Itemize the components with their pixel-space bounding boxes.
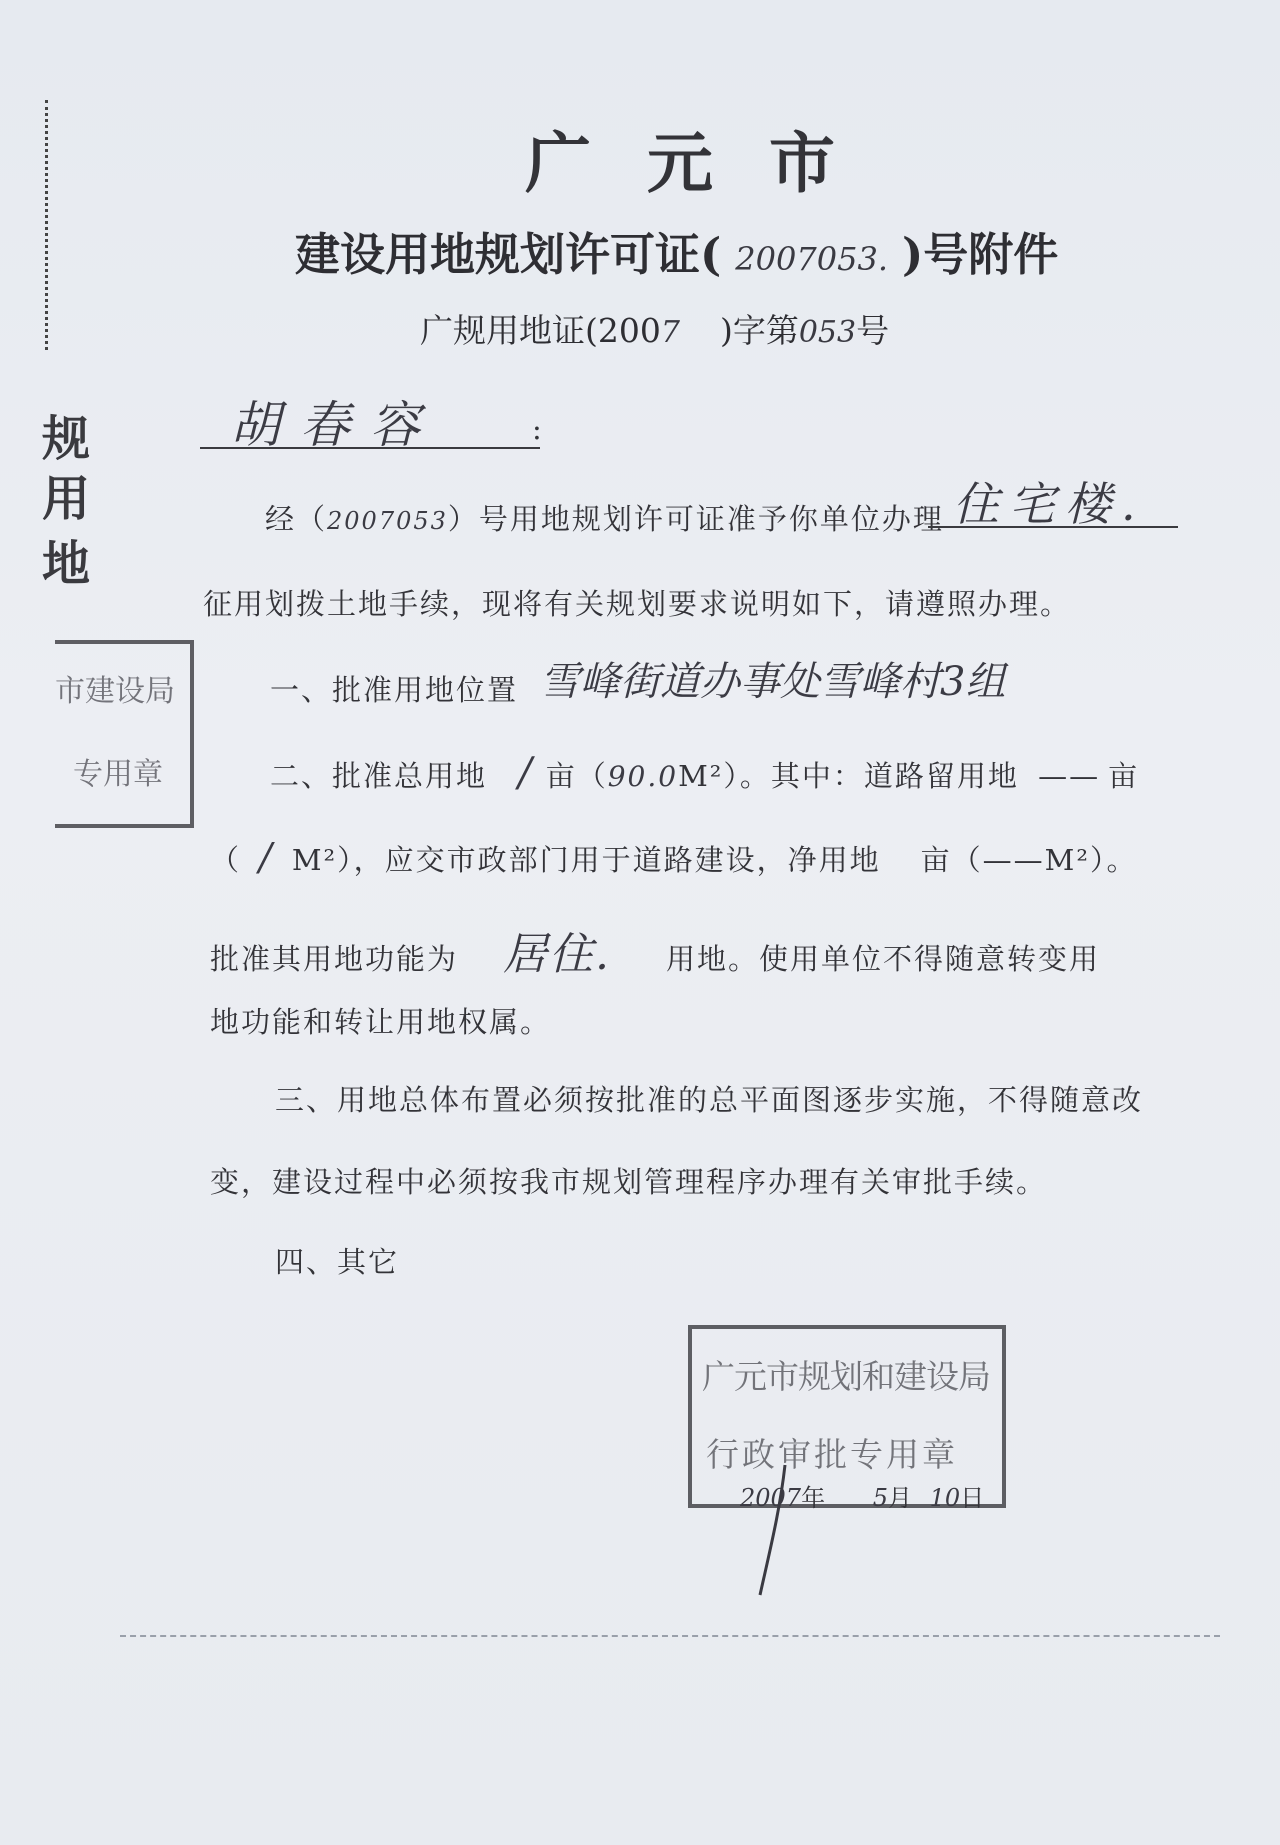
date-year-unit: 年: [801, 1484, 826, 1512]
item2-line3-prefix: 批准其用地功能为: [210, 942, 459, 976]
left-partial-stamp: [55, 640, 194, 828]
title-handwritten-number: 2007053.: [735, 240, 888, 278]
item2-function-value: 居住.: [503, 929, 612, 980]
left-stamp-line2: 专用章: [73, 757, 163, 792]
item2-road-unit: 亩: [1108, 759, 1140, 793]
intro-permit-number: 2007053: [327, 507, 448, 535]
item2-road-value: ——: [1038, 759, 1101, 793]
intro-line-1: [265, 497, 944, 538]
item2-mu-unit: 亩（: [545, 759, 608, 793]
item2-line3-suffix: 用地。使用单位不得随意转变用: [666, 942, 1101, 976]
item2-line2-open: （: [210, 843, 242, 877]
cert-prefix: 广规用地证(200: [420, 311, 661, 350]
stamp-line2: 行政审批专用章: [706, 1435, 958, 1474]
intro-middle: ）号用地规划许可证准予你单位办理: [447, 502, 944, 536]
date-month: 5: [872, 1484, 888, 1512]
intro-project: 住宅楼.: [953, 477, 1146, 531]
cert-suffix: 号: [856, 311, 890, 350]
stamp-line1: 广元市规划和建设局: [702, 1357, 990, 1396]
recipient-line: [200, 385, 540, 454]
bottom-divider: [120, 1635, 1220, 1637]
item2-mu-value: /: [518, 750, 534, 796]
item2-line-4: 地功能和转让用地权属。: [210, 1005, 552, 1039]
document-title: [295, 218, 1058, 283]
item4-label: 四、其它: [275, 1245, 400, 1279]
cert-year-digit: 7: [660, 315, 680, 350]
item2-line-2: [210, 835, 1137, 879]
pen-stroke: [740, 1460, 800, 1600]
cert-mid: )字第: [719, 311, 799, 350]
margin-dotted-line: [45, 100, 48, 350]
left-stamp-line1: 市建设局: [55, 674, 175, 709]
city-title: 广元市: [525, 124, 891, 202]
cert-handwritten-number: 053: [798, 315, 857, 350]
item1-label: 一、批准用地位置: [270, 673, 519, 707]
item2-label: 二、批准总用地: [270, 759, 488, 793]
item2-line-1: [270, 750, 1139, 796]
certificate-number: [420, 305, 889, 352]
margin-char-3: 地: [42, 536, 91, 592]
item2-line-3: [210, 918, 1100, 982]
date-day-unit: 日: [960, 1484, 985, 1512]
item2-line2-text: M²），应交市政部门用于道路建设，净用地: [291, 843, 881, 877]
item3-line-2: 变，建设过程中必须按我市规划管理程序办理有关审批手续。: [210, 1165, 1048, 1199]
title-suffix: )号附件: [901, 228, 1059, 281]
item2-road-m2-value: /: [259, 835, 274, 879]
intro-line-2: 征用划拨土地手续，现将有关规划要求说明如下，请遵照办理。: [203, 587, 1072, 621]
date-month-unit: 月: [888, 1484, 912, 1512]
item3-line-1: 三、用地总体布置必须按批准的总平面图逐步实施，不得随意改: [275, 1083, 1144, 1117]
item2-m2-value: 90.0: [607, 760, 679, 793]
margin-char-1: 规: [42, 411, 91, 467]
recipient-name: 胡春容: [230, 396, 440, 454]
recipient-colon: :: [532, 412, 544, 446]
item2-net-text: 亩（——M²）。: [920, 843, 1138, 877]
intro-project-line: [928, 468, 1178, 531]
date-year: 2007: [740, 1484, 802, 1512]
item1-value: 雪峰街道办事处雪峰村3组: [540, 659, 1006, 705]
item2-m2-unit: M²）。其中：道路留用地: [678, 759, 1019, 793]
margin-char-2: 用: [42, 471, 91, 527]
date-day: 10: [929, 1484, 961, 1512]
title-prefix: 建设用地规划许可证(: [295, 228, 722, 281]
intro-prefix: 经（: [265, 502, 328, 536]
